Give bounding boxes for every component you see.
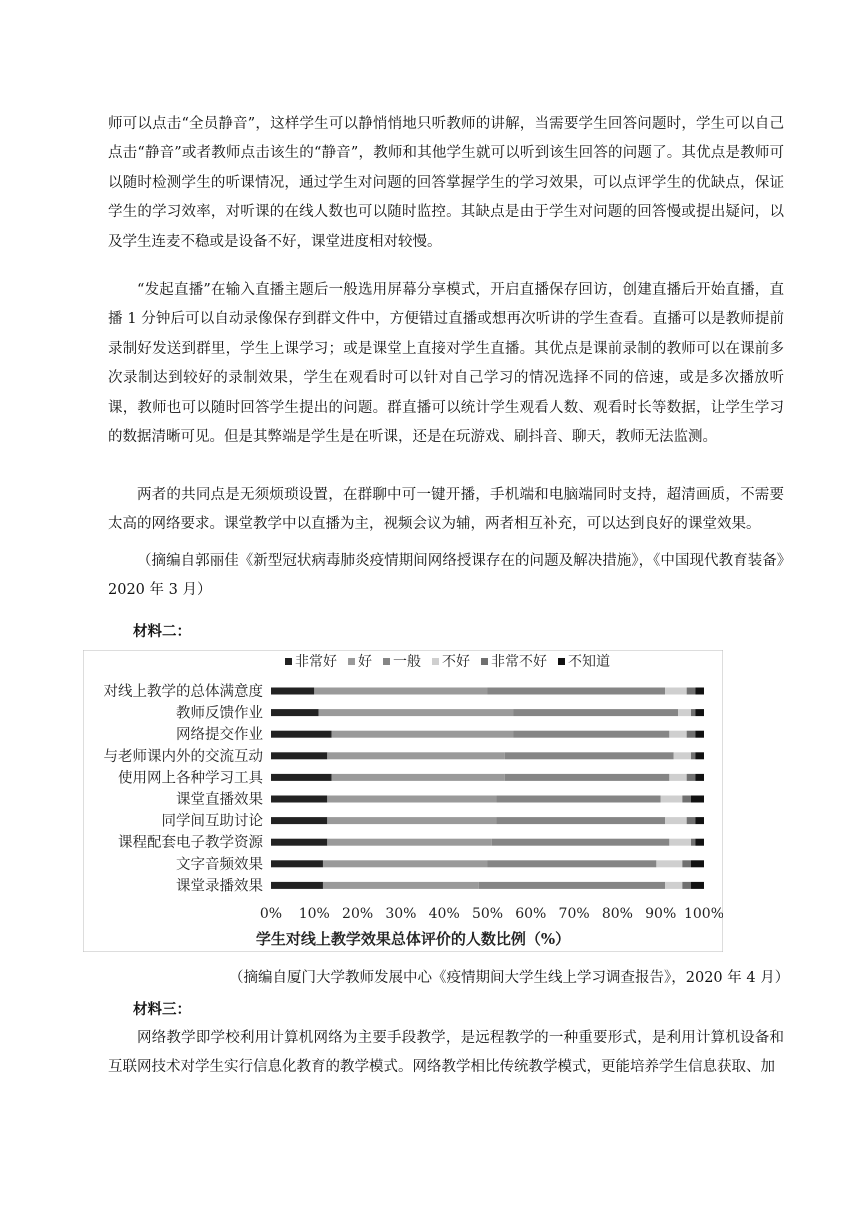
- bar-segment: [271, 731, 332, 738]
- category-label: 使用网上各种学习工具: [118, 770, 263, 787]
- bar-segment: [319, 709, 514, 716]
- bar-segment: [695, 688, 704, 695]
- chart-svg: [83, 650, 723, 952]
- category-label: 文字音频效果: [176, 856, 263, 873]
- satisfaction-chart: [83, 650, 723, 952]
- bar-segment: [492, 839, 670, 846]
- bar-segment: [323, 860, 488, 867]
- bar-segment: [271, 839, 327, 846]
- category-label: 课程配套电子教学资源: [118, 835, 263, 852]
- bar-segment: [656, 860, 682, 867]
- source-citation-1: （摘编自郭丽佳《新型冠状病毒肺炎疫情期间网络授课存在的问题及解决措施》，《中国现代教育装备》2020 年 3 月）: [108, 553, 784, 599]
- bar-segment: [271, 882, 323, 889]
- material-three-label: 材料三：: [133, 1001, 191, 1018]
- bar-segment: [687, 731, 696, 738]
- legend-swatch: [481, 658, 488, 665]
- legend-swatch: [348, 658, 355, 665]
- x-tick-label: 90%: [645, 906, 677, 922]
- category-label: 课堂录播效果: [176, 878, 263, 895]
- legend-swatch: [383, 658, 390, 665]
- x-tick-label: 70%: [558, 906, 590, 922]
- bar-segment: [691, 796, 704, 803]
- bar-segment: [665, 688, 687, 695]
- bar-segment: [505, 774, 670, 781]
- legend-label: 非常好: [295, 654, 337, 670]
- bar-segment: [496, 796, 661, 803]
- bar-segment: [691, 839, 695, 846]
- bar-segment: [332, 731, 514, 738]
- bar-segment: [695, 709, 704, 716]
- bar-segment: [488, 860, 657, 867]
- x-tick-label: 60%: [515, 906, 547, 922]
- x-tick-label: 30%: [385, 906, 417, 922]
- bar-segment: [691, 860, 704, 867]
- bar-segment: [669, 731, 686, 738]
- bar-segment: [661, 796, 683, 803]
- category-label: 与老师课内外的交流互动: [103, 748, 263, 765]
- bar-segment: [271, 774, 332, 781]
- paragraph-network-teaching: 网络教学即学校利用计算机网络为主要手段教学，是远程教学的一种重要形式，是利用计算机设备和互联网技术对学生实行信息化教育的教学模式。网络教学相比传统教学模式，更能培养学生信息获取、加: [108, 1030, 784, 1076]
- bar-segment: [669, 839, 691, 846]
- legend-label: 非常不好: [491, 654, 547, 670]
- bar-segment: [678, 709, 691, 716]
- legend-label: 好: [358, 654, 372, 670]
- x-tick-label: 50%: [471, 906, 504, 922]
- bar-segment: [271, 860, 323, 867]
- bar-segment: [691, 882, 704, 889]
- bar-segment: [665, 882, 682, 889]
- category-label: 网络提交作业: [176, 727, 263, 744]
- legend-swatch: [285, 658, 292, 665]
- bar-segment: [488, 688, 666, 695]
- legend-label: 不好: [442, 654, 470, 670]
- bar-segment: [695, 731, 704, 738]
- x-tick-label: 20%: [342, 906, 374, 922]
- chart-x-axis-label: 学生对线上教学效果总体评价的人数比例（%）: [255, 930, 571, 948]
- bar-segment: [513, 709, 678, 716]
- bar-segment: [332, 774, 505, 781]
- legend-swatch: [432, 658, 439, 665]
- bar-segment: [695, 752, 704, 759]
- legend-swatch: [558, 658, 565, 665]
- paragraph-live-broadcast: “发起直播”在输入直播主题后一般选用屏幕分享模式，开启直播保存回访，创建直播后开始直播，直播 1 分钟后可以自动录像保存到群文件中，方便错过直播或想再次听讲的学生查看。直播可以是教师提前录制好发送到群里，学生上课学习；或是课堂上直接对学生直播。其优点是课前录制的教师可以在课前多次录制达到较好的录制效果，学生在观看时可以针对自己学习的情况选择不同的倍速，或是多次播放听课，教师也可以随时回答学生提出的问题。群直播可以统计学生观看人数、观看时长等数据，让学生学习的数据清晰可见。但是其弊端是学生是在听课，还是在玩游戏、刷抖音、聊天，教师无法监测。: [108, 282, 784, 446]
- bar-segment: [327, 796, 496, 803]
- bar-segment: [669, 774, 686, 781]
- legend-label: 不知道: [568, 654, 610, 670]
- x-tick-label: 0%: [259, 906, 283, 922]
- bar-segment: [687, 774, 696, 781]
- bar-segment: [695, 839, 704, 846]
- bar-segment: [695, 774, 704, 781]
- bar-segment: [327, 839, 492, 846]
- source-citation-2: （摘编自厦门大学教师发展中心《疫情期间大学生线上学习调查报告》，2020 年 4 月）: [229, 970, 790, 986]
- chart-x-ticks: [260, 906, 723, 922]
- bar-segment: [327, 817, 496, 824]
- bar-segment: [695, 817, 704, 824]
- bar-segment: [271, 709, 319, 716]
- bar-segment: [674, 752, 691, 759]
- bar-segment: [513, 731, 669, 738]
- bar-segment: [323, 882, 479, 889]
- bar-segment: [271, 688, 314, 695]
- bar-segment: [691, 709, 695, 716]
- category-label: 教师反馈作业: [176, 705, 263, 722]
- bar-segment: [665, 817, 687, 824]
- bar-segment: [687, 817, 696, 824]
- category-label: 对线上教学的总体满意度: [103, 684, 263, 700]
- bar-segment: [496, 817, 665, 824]
- category-label: 课堂直播效果: [176, 792, 263, 808]
- bar-segment: [682, 796, 691, 803]
- bar-segment: [479, 882, 665, 889]
- legend-label: 一般: [393, 654, 421, 670]
- x-tick-label: 40%: [428, 906, 460, 922]
- bar-segment: [682, 860, 691, 867]
- bar-segment: [314, 688, 487, 695]
- x-tick-label: 80%: [601, 906, 633, 922]
- bar-segment: [327, 752, 505, 759]
- bar-segment: [271, 817, 327, 824]
- bar-segment: [682, 882, 691, 889]
- paragraph-common-points: 两者的共同点是无须烦琐设置，在群聊中可一键开播，手机端和电脑端同时支持，超清画质，不需要太高的网络要求。课堂教学中以直播为主，视频会议为辅，两者相互补充，可以达到良好的课堂效果。: [108, 487, 784, 533]
- bar-segment: [271, 752, 327, 759]
- bar-segment: [271, 796, 327, 803]
- paragraph-video-conference: 师可以点击“全员静音”，这样学生可以静悄悄地只听教师的讲解，当需要学生回答问题时，学生可以自己点击“静音”或者教师点击该生的“静音”，教师和其他学生就可以听到该生回答的问题了。其优点是教师可以随时检测学生的听课情况，通过学生对问题的回答掌握学生的学习效果，可以点评学生的优缺点，保证学生的学习效率，对听课的在线人数也可以随时监控。其缺点是由于学生对问题的回答慢或提出疑问，以及学生连麦不稳或是设备不好，课堂进度相对较慢。: [108, 116, 784, 250]
- material-two-label: 材料二：: [133, 623, 191, 640]
- x-tick-label: 100%: [683, 906, 723, 922]
- bar-segment: [505, 752, 674, 759]
- category-label: 同学间互助讨论: [161, 813, 263, 830]
- bar-segment: [691, 752, 695, 759]
- x-tick-label: 10%: [298, 906, 330, 922]
- bar-segment: [687, 688, 696, 695]
